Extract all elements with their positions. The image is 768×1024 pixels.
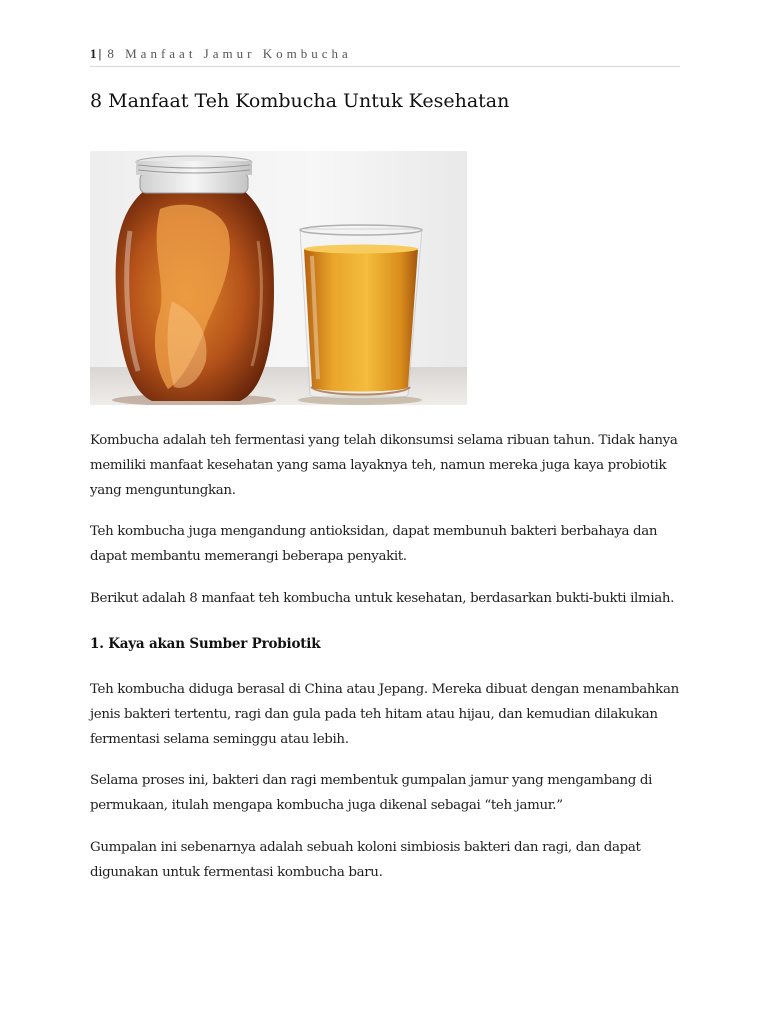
paragraph: Teh kombucha juga mengandung antioksidan, dapat membunuh bakteri berbahaya dan dapat membantu memerangi beberapa penyakit. [90,524,658,564]
paragraph: Gumpalan ini sebenarnya adalah sebuah koloni simbiosis bakteri dan ragi, dan dapat digunakan untuk fermentasi kombucha baru. [90,840,641,880]
page-number: 1 [90,46,99,61]
section-heading: 1. Kaya akan Sumber Probiotik [90,636,321,652]
running-title: 8 Manfaat Jamur Kombucha [107,46,352,61]
header-separator: | [98,46,106,61]
document-title: 8 Manfaat Teh Kombucha Untuk Kesehatan [90,90,510,112]
paragraph: Berikut adalah 8 manfaat teh kombucha untuk kesehatan, berdasarkan bukti-bukti ilmiah. [90,591,675,606]
paragraph: Teh kombucha diduga berasal di China atau Jepang. Mereka dibuat dengan menambahkan jenis bakteri tertentu, ragi dan gula pada teh hitam atau hijau, dan kemudian dilakukan fermentasi selama seminggu atau lebih. [90,682,679,747]
running-header [90,46,680,67]
kombucha-jar-and-glass-photo [90,151,467,405]
paragraph: Kombucha adalah teh fermentasi yang telah dikonsumsi selama ribuan tahun. Tidak hanya memiliki manfaat kesehatan yang sama layaknya teh, namun mereka juga kaya probiotik yang menguntungkan. [90,433,678,498]
paragraph: Selama proses ini, bakteri dan ragi membentuk gumpalan jamur yang mengambang di permukaan, itulah mengapa kombucha juga dikenal sebagai “teh jamur.” [90,773,653,813]
